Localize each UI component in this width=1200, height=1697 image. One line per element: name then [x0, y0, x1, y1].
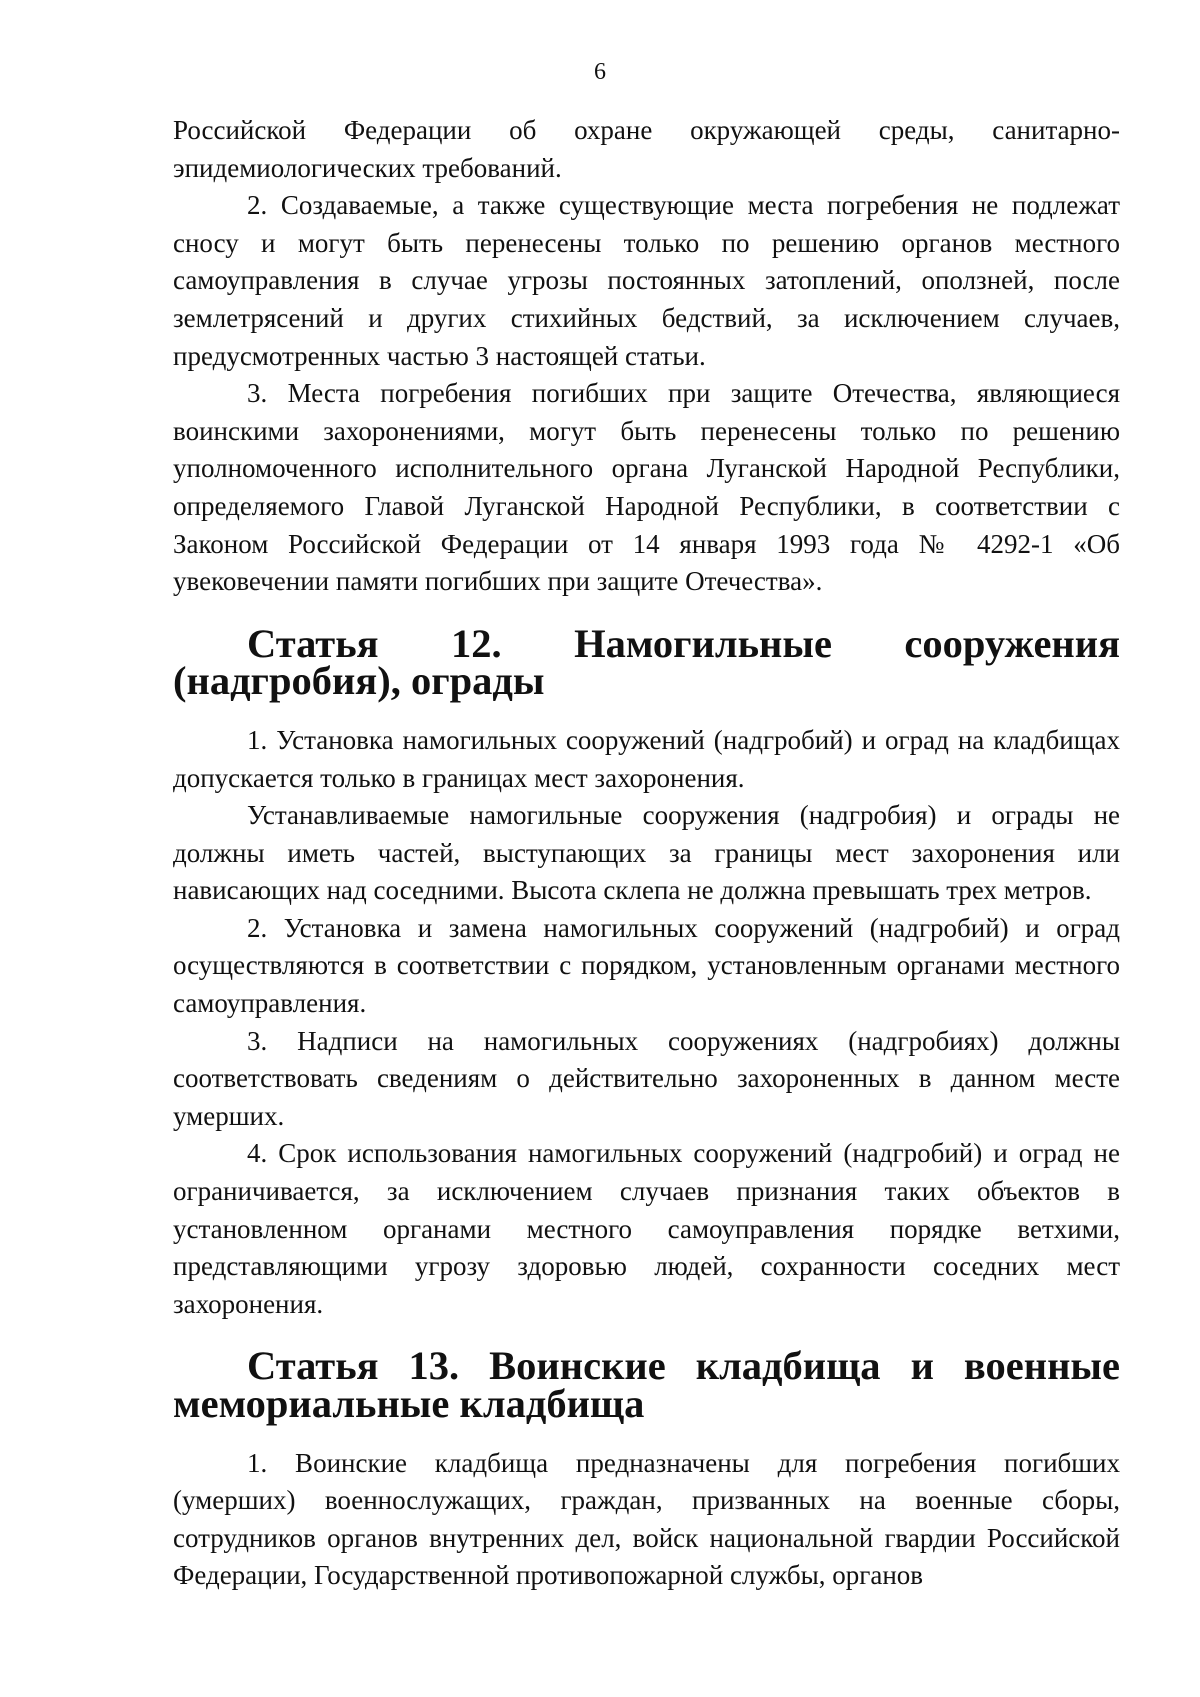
article-12-paragraph-3: 3. Надписи на намогильных сооружениях (надгробиях) должны соответствовать сведениям о действительно захороненных в данном месте умерших. — [173, 1025, 1120, 1131]
document-body — [173, 112, 1120, 1595]
paragraph-item-3: 3. Места погребения погибших при защите Отечества, являющиеся воинскими захоронениями, могут быть перенесены только по решению уполномоченного исполнительного органа Луганской Народной Республики, определяемого Главой Луганской Народной Республики, в соответствии с Законом Российской Федерации от 14 января 1993 года № 4292-1 «Об увековечении памяти погибших при защите Отечества». — [173, 378, 1120, 597]
paragraph-item-2: 2. Создаваемые, а также существующие места погребения не подлежат сносу и могут быть перенесены только по решению органов местного самоуправления в случае угрозы постоянных затоплений, оползней, после землетрясений и других стихийных бедствий, за исключением случаев, предусмотренных частью 3 настоящей статьи. — [173, 190, 1120, 371]
article-13-paragraph-1: 1. Воинские кладбища предназначены для погребения погибших (умерших) военнослужащих, граждан, призванных на военные сборы, сотрудников органов внутренних дел, войск национальной гвардии Российской Федерации, Государственной противопожарной службы, органов — [173, 1447, 1120, 1591]
article-12-heading: Статья 12. Намогильные сооружения (надгробия), ограды — [173, 620, 1120, 704]
article-12-paragraph-1-continued: Устанавливаемые намогильные сооружения (надгробия) и ограды не должны иметь частей, выступающих за границы мест захоронения или нависающих над соседними. Высота склепа не должна превышать трех метров. — [173, 800, 1120, 906]
article-12-paragraph-4: 4. Срок использования намогильных сооружений (надгробий) и оград не ограничивается, за исключением случаев признания таких объектов в установленном органами местного самоуправления порядке ветхими, представляющими угрозу здоровью людей, сохранности соседних мест захоронения. — [173, 1138, 1120, 1319]
article-12-paragraph-2: 2. Установка и замена намогильных сооружений (надгробий) и оград осуществляются в соответствии с порядком, установленным органами местного самоуправления. — [173, 912, 1120, 1019]
paragraph-continuation: Российской Федерации об охране окружающей среды, санитарно-эпидемиологических требований. — [173, 115, 1120, 183]
article-12-paragraph-1: 1. Установка намогильных сооружений (надгробий) и оград на кладбищах допускается только в границах мест захоронения. — [173, 724, 1120, 793]
page-number: 6 — [594, 59, 606, 85]
article-13-heading: Статья 13. Воинские кладбища и военные мемориальные кладбища — [173, 1343, 1120, 1426]
